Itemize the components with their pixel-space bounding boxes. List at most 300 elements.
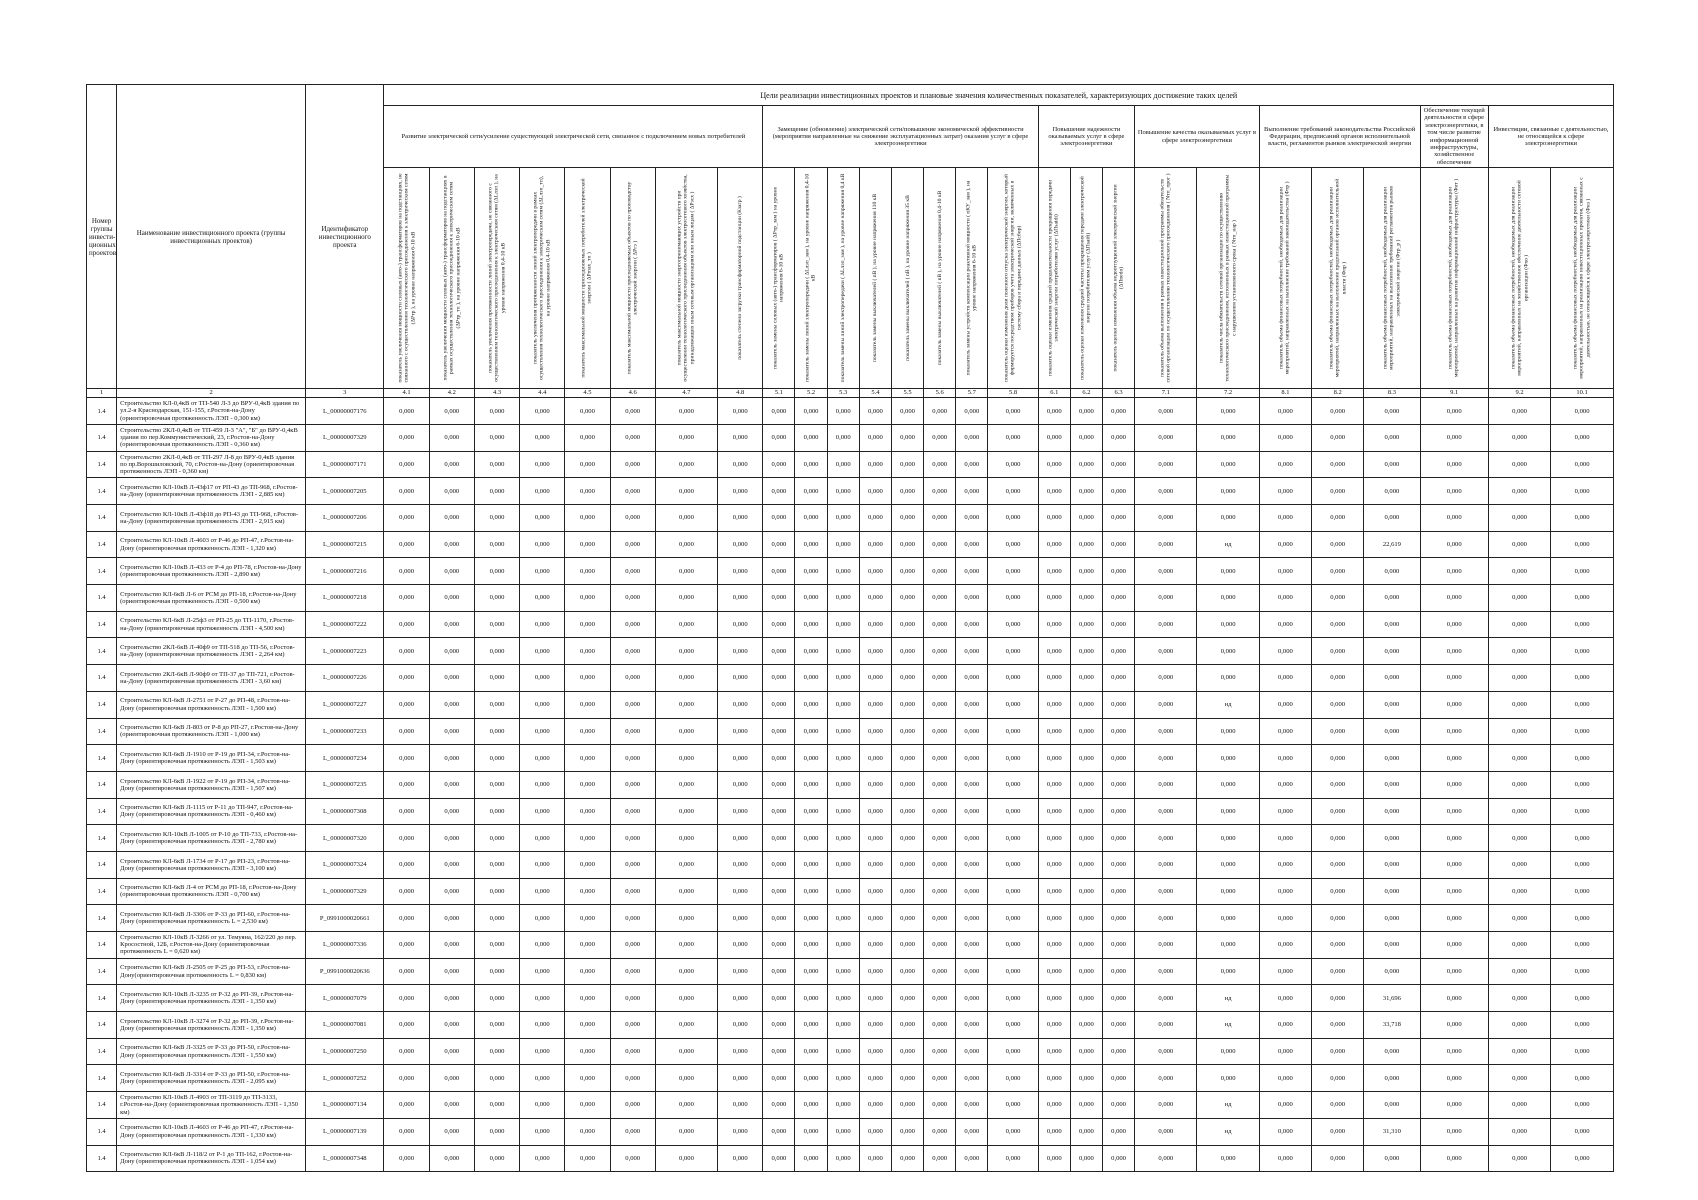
indicator-value: 0,000 [1038,691,1070,718]
indicator-value: 0,000 [429,1145,474,1172]
row-project-name: Строительство 2КЛ-6кВ Л-40ф9 от ТП-518 до ТП-56, г.Ростов-на-Дону (ориентировочная протяженность ЛЭП - 2,264 км) [117,638,306,665]
indicator-value: 0,000 [1070,531,1102,558]
indicator-value: 0,000 [859,825,891,852]
indicator-value: 0,000 [1259,745,1311,772]
indicator-value: 0,000 [1259,478,1311,505]
indicator-value: 0,000 [1038,985,1070,1012]
table-row [87,665,1614,692]
indicator-value: 0,000 [795,398,827,425]
row-project-id: L_00000007134 [306,1092,384,1119]
indicator-value: 0,000 [1135,505,1197,532]
indicator-value: 0,000 [1135,1118,1197,1145]
indicator-value: 0,000 [1551,1145,1614,1172]
row-group-number: 1.4 [87,451,117,478]
row-group-number: 1.4 [87,558,117,585]
indicator-value: 0,000 [924,771,956,798]
indicator-value: 0,000 [1038,851,1070,878]
goal-group-header: Обеспечение текущей деятельности в сфере электроэнергетики, в том числе развитие информационной инфраструктуры, хозяйственное обеспечение [1420,106,1488,168]
indicator-value: 0,000 [1420,585,1488,612]
indicator-value: 0,000 [384,718,429,745]
indicator-value: 0,000 [718,638,763,665]
indicator-value: 0,000 [891,1118,923,1145]
indicator-value: 0,000 [1551,851,1614,878]
indicator-value: 0,000 [891,825,923,852]
indicator-value: 0,000 [1551,398,1614,425]
indicator-value: 0,000 [429,745,474,772]
indicator-value: 0,000 [655,505,717,532]
row-project-name: Строительство КЛ-6кВ Л-2751 от Р-27 до РП-48, г.Ростов-на-Дону (ориентировочная протяженность ЛЭП - 1,500 км) [117,691,306,718]
row-project-name: Строительство КЛ-6кВ Л-25ф3 от РП-25 до ТП-1170, г.Ростов-на-Дону (ориентировочная протяженность ЛЭП - 4,500 км) [117,611,306,638]
indicator-value: 0,000 [1135,691,1197,718]
indicator-value: 0,000 [859,638,891,665]
indicator-value: 0,000 [956,424,988,451]
indicator-value: 0,000 [520,531,565,558]
indicator-value: 0,000 [655,798,717,825]
indicator-value: 0,000 [891,1038,923,1065]
indicator-value: 0,000 [520,1092,565,1119]
indicator-value: 0,000 [520,665,565,692]
indicator-value: 0,000 [1364,958,1420,985]
indicator-value: 0,000 [1364,1092,1420,1119]
indicator-value: 0,000 [1135,1012,1197,1039]
indicator-value: 0,000 [827,398,859,425]
indicator-value: 0,000 [565,1065,610,1092]
indicator-value: 0,000 [1197,665,1259,692]
indicator-value: 0,000 [763,851,795,878]
indicator-value: 0,000 [956,1065,988,1092]
indicator-value: 0,000 [429,398,474,425]
indicator-value: 0,000 [924,958,956,985]
indicator-value: 0,000 [1312,531,1364,558]
indicator-value: 0,000 [610,851,655,878]
indicator-value: 0,000 [1038,558,1070,585]
indicator-value: 0,000 [956,1038,988,1065]
indicator-value: 0,000 [1488,638,1550,665]
indicator-value: 0,000 [565,985,610,1012]
indicator-header [827,168,859,389]
indicator-value: 0,000 [1197,398,1259,425]
indicator-value: 0,000 [1038,611,1070,638]
row-project-name: Строительство КЛ-10кВ Л-3235 от Р-32 до РП-39, г.Ростов-на-Дону (ориентировочная протяженность ЛЭП - 1,350 км) [117,985,306,1012]
indicator-value: 0,000 [610,424,655,451]
indicator-value: 0,000 [384,611,429,638]
indicator-value: 0,000 [520,851,565,878]
indicator-value: 0,000 [1070,1145,1102,1172]
indicator-value: 0,000 [429,718,474,745]
indicator-value: 0,000 [1038,1065,1070,1092]
indicator-value: 0,000 [827,1092,859,1119]
indicator-value: 0,000 [1259,585,1311,612]
indicator-value: 0,000 [384,905,429,932]
indicator-value: 0,000 [827,878,859,905]
indicator-value: 0,000 [795,1092,827,1119]
indicator-value: нд [1197,1012,1259,1039]
indicator-value: 0,000 [1197,1065,1259,1092]
indicator-value: 0,000 [795,451,827,478]
indicator-value: 0,000 [827,932,859,959]
indicator-value: 0,000 [827,718,859,745]
indicator-value: 0,000 [474,1118,519,1145]
indicator-label: показатель замены выключателей ( nВ ), на уровне напряжения 110 кВ [872,194,879,363]
indicator-value: 0,000 [1312,1065,1364,1092]
table-row [87,585,1614,612]
indicator-value: 0,000 [384,478,429,505]
indicator-value: 0,000 [956,718,988,745]
indicator-header [1259,168,1311,389]
indicator-value: 0,000 [1551,478,1614,505]
indicator-value: 0,000 [1420,1012,1488,1039]
indicator-value: 0,000 [988,878,1038,905]
indicator-value: 0,000 [1420,1092,1488,1119]
indicator-value: 0,000 [1102,611,1134,638]
indicator-value: 0,000 [1259,985,1311,1012]
indicator-value: 0,000 [1420,691,1488,718]
indicator-value: 0,000 [988,398,1038,425]
indicator-value: 0,000 [859,585,891,612]
indicator-value: 0,000 [1259,638,1311,665]
row-project-name: Строительство КЛ-10кВ Л-43ф18 до РП-43 до ТП-968, г.Ростов-на-Дону (ориентировочная протяженность ЛЭП - 2,915 км) [117,505,306,532]
header-goals-title: Цели реализации инвестиционных проектов и плановые значения количественных показателей, характеризующих достижение таких целей [384,85,1614,106]
row-group-number: 1.4 [87,1012,117,1039]
column-number: 6.3 [1102,389,1134,398]
indicator-value: 0,000 [1420,985,1488,1012]
row-project-id: L_00000007222 [306,611,384,638]
row-project-id: L_00000007227 [306,691,384,718]
indicator-value: 0,000 [795,585,827,612]
indicator-value: 0,000 [1488,958,1550,985]
row-project-id: P_0991000020661 [306,905,384,932]
indicator-value: 0,000 [1364,638,1420,665]
indicator-value: 0,000 [763,905,795,932]
indicator-value: 0,000 [827,558,859,585]
indicator-header [795,168,827,389]
indicator-value: 0,000 [795,424,827,451]
indicator-value: 0,000 [827,851,859,878]
indicator-value: 0,000 [859,771,891,798]
indicator-value: 0,000 [763,478,795,505]
indicator-value: 0,000 [1488,531,1550,558]
indicator-value: 0,000 [1038,905,1070,932]
indicator-value: 0,000 [718,665,763,692]
indicator-label: показатель объема финансовых потребностей, необходимых для реализации мероприятий, направленных на развитие информационной инфраструктуры (Фит ) [1447,179,1461,378]
indicator-value: 0,000 [1102,798,1134,825]
indicator-label: показатель объема финансовых потребностей, необходимых для реализации мероприятий, направленных на выполнение предписаний органов исполнительной власти (Фпр ) [1328,179,1347,378]
indicator-value: 0,000 [859,1038,891,1065]
indicator-label: показатель увеличения протяженности линий электропередачи, не связанного с осуществлением технологического присоединения к электрическим сетям (ΔLлэп ), на уровне напряжения 0,4-10 кВ [487,174,507,383]
indicator-value: 0,000 [1364,398,1420,425]
indicator-value: 0,000 [1420,745,1488,772]
indicator-value: 0,000 [795,798,827,825]
indicator-value: 0,000 [795,825,827,852]
indicator-value: 0,000 [718,932,763,959]
indicator-value: 0,000 [1197,611,1259,638]
row-project-name: Строительство КЛ-6кВ Л-803 от Р-8 до РП-27, г.Ростов-на-Дону (ориентировочная протяженность ЛЭП - 1,000 км) [117,718,306,745]
indicator-header [429,168,474,389]
indicator-value: 0,000 [520,745,565,772]
indicator-value: 0,000 [1102,1092,1134,1119]
indicator-value: 0,000 [891,638,923,665]
indicator-value: 0,000 [1038,531,1070,558]
indicator-value: 0,000 [655,718,717,745]
indicator-value: 0,000 [429,1118,474,1145]
indicator-value: 0,000 [1312,718,1364,745]
indicator-value: 0,000 [1312,851,1364,878]
indicator-value: 0,000 [1070,558,1102,585]
indicator-value: 0,000 [1070,985,1102,1012]
indicator-label: показатель замены линий электропередачи ( ΔLлэп_зам ), на уровне напряжения 0,4-10 кВ [804,174,818,383]
indicator-value: 0,000 [1135,1038,1197,1065]
indicator-value: 0,000 [1135,611,1197,638]
table-row [87,718,1614,745]
indicator-value: 0,000 [1551,745,1614,772]
indicator-value: 0,000 [891,771,923,798]
row-project-name: Строительство КЛ-6кВ Л-6 от РСМ до РП-18, г.Ростов-на-Дону (ориентировочная протяженность ЛЭП - 0,500 км) [117,585,306,612]
column-number: 5.8 [988,389,1038,398]
indicator-value: 0,000 [1420,558,1488,585]
indicator-value: 0,000 [795,905,827,932]
indicator-value: 0,000 [1197,771,1259,798]
indicator-value: 0,000 [1551,798,1614,825]
indicator-value: 0,000 [795,718,827,745]
indicator-value: 0,000 [1312,611,1364,638]
indicator-value: 0,000 [924,878,956,905]
indicator-value: 0,000 [655,958,717,985]
indicator-value: 0,000 [1488,878,1550,905]
indicator-value: 0,000 [384,771,429,798]
row-project-name: Строительство КЛ-10кВ Л-4603 от Р-46 до РП-47, г.Ростов-на-Дону (ориентировочная протяженность ЛЭП - 1,320 км) [117,531,306,558]
row-project-id: L_00000007234 [306,745,384,772]
indicator-value: 0,000 [827,611,859,638]
indicator-value: 0,000 [429,825,474,852]
indicator-value: 0,000 [1488,1118,1550,1145]
table-row [87,878,1614,905]
indicator-value: 0,000 [1135,665,1197,692]
table-row [87,451,1614,478]
table-row [87,505,1614,532]
indicator-value: 0,000 [1102,851,1134,878]
indicator-value: 0,000 [474,851,519,878]
indicator-value: 0,000 [1070,611,1102,638]
indicator-value: 0,000 [1551,665,1614,692]
indicator-value: 0,000 [1038,1118,1070,1145]
indicator-value: 0,000 [1420,424,1488,451]
indicator-value: 0,000 [988,798,1038,825]
indicator-value: 0,000 [1420,505,1488,532]
indicator-value: 0,000 [1197,638,1259,665]
indicator-value: 0,000 [429,958,474,985]
table-row [87,531,1614,558]
indicator-value: 0,000 [1364,851,1420,878]
column-number: 8.2 [1312,389,1364,398]
indicator-header [1551,168,1614,389]
indicator-value: 0,000 [1102,558,1134,585]
indicator-value: 0,000 [795,1145,827,1172]
column-number: 4.3 [474,389,519,398]
indicator-value: 0,000 [1070,585,1102,612]
indicator-value: 0,000 [827,585,859,612]
indicator-label: показатель объема финансовых потребностей, необходимых для реализации мероприятий, направленных на выполнение требований регламентов рынков электрической энергии (Фтр_р ) [1382,186,1402,371]
indicator-value: 0,000 [718,1038,763,1065]
indicator-value: 0,000 [1197,958,1259,985]
indicator-value: 0,000 [1312,905,1364,932]
indicator-label: показатель оценки изменения доли полезного отпуска электрической энергии, который формируется посредством приборов учета электрической энергии, включенных в систему сбора и передачи данных (ΔПсбор) [1003,174,1023,383]
indicator-value: 0,000 [956,691,988,718]
indicator-value: 0,000 [474,958,519,985]
indicator-value: 0,000 [1197,878,1259,905]
indicator-value: 0,000 [859,958,891,985]
indicator-value: 0,000 [1135,1065,1197,1092]
indicator-value: 0,000 [1070,451,1102,478]
indicator-value: 0,000 [988,851,1038,878]
goal-group-header: Развитие электрической сети/усиление существующей электрической сети, связанное с подключением новых потребителей [384,106,763,168]
indicator-value: 0,000 [1551,905,1614,932]
indicator-value: 0,000 [1420,798,1488,825]
indicator-value: 0,000 [1102,878,1134,905]
indicator-value: 0,000 [1420,1065,1488,1092]
indicator-value: 0,000 [1420,478,1488,505]
indicator-header [565,168,610,389]
indicator-value: 0,000 [429,798,474,825]
indicator-value: 0,000 [763,558,795,585]
indicator-value: нд [1197,1118,1259,1145]
indicator-value: 0,000 [1038,771,1070,798]
row-project-name: Строительство КЛ-10кВ Л-4903 от ТП-3119 до ТП-3133, г.Ростов-на-Дону (ориентировочная протяженность ЛЭП - 1,350 км) [117,1092,306,1119]
indicator-value: 0,000 [1488,932,1550,959]
indicator-value: 0,000 [610,825,655,852]
indicator-value: 0,000 [1070,505,1102,532]
indicator-value: 0,000 [718,958,763,985]
indicator-value: 0,000 [956,1145,988,1172]
indicator-value: 0,000 [1420,905,1488,932]
indicator-value: 0,000 [610,1118,655,1145]
indicator-value: 0,000 [891,1012,923,1039]
indicator-value: 0,000 [565,531,610,558]
row-project-id: L_00000007226 [306,665,384,692]
indicator-value: 0,000 [1364,932,1420,959]
indicator-value: 0,000 [565,958,610,985]
indicator-value: 0,000 [1551,1065,1614,1092]
indicator-value: 0,000 [859,745,891,772]
indicator-value: 0,000 [1364,478,1420,505]
indicator-value: 0,000 [891,665,923,692]
indicator-value: 0,000 [1070,1092,1102,1119]
indicator-value: 0,000 [859,1065,891,1092]
indicator-value: 0,000 [384,851,429,878]
indicator-value: 0,000 [1420,531,1488,558]
indicator-value: 0,000 [1364,665,1420,692]
row-project-id: L_00000007215 [306,531,384,558]
row-project-name: Строительство КЛ-6кВ Л-2505 от Р-25 до РП-53, г.Ростов-на-Дону(ориентировочная протяженность L = 0,830 км) [117,958,306,985]
indicator-value: 0,000 [1259,424,1311,451]
header-project-name: Наименование инвестиционного проекта (группы инвестиционных проектов) [117,85,306,389]
investment-table-sheet [86,84,1614,1172]
indicator-value: нд [1197,531,1259,558]
indicator-value: 0,000 [1038,958,1070,985]
indicator-value: 0,000 [1135,531,1197,558]
indicator-value: 0,000 [795,745,827,772]
indicator-value: 0,000 [1135,718,1197,745]
indicator-value: 0,000 [1364,825,1420,852]
indicator-value: 0,000 [1038,398,1070,425]
indicator-value: 0,000 [718,771,763,798]
indicator-value: 0,000 [924,558,956,585]
table-row [87,638,1614,665]
indicator-value: 0,000 [1259,531,1311,558]
row-group-number: 1.4 [87,932,117,959]
indicator-value: 0,000 [1070,718,1102,745]
indicator-value: 0,000 [956,558,988,585]
indicator-value: 0,000 [1488,1012,1550,1039]
indicator-value: 0,000 [1364,585,1420,612]
indicator-value: 0,000 [859,1012,891,1039]
indicator-value: 0,000 [520,1118,565,1145]
indicator-value: 0,000 [763,1065,795,1092]
indicator-value: 0,000 [1488,424,1550,451]
indicator-value: 0,000 [520,932,565,959]
row-group-number: 1.4 [87,1145,117,1172]
indicator-value: 0,000 [384,1012,429,1039]
indicator-value: 0,000 [795,638,827,665]
indicator-value: 0,000 [1488,825,1550,852]
column-number: 7.2 [1197,389,1259,398]
indicator-value: 0,000 [956,771,988,798]
indicator-value: 0,000 [1102,1145,1134,1172]
indicator-value: 0,000 [718,398,763,425]
indicator-value: 0,000 [1135,424,1197,451]
indicator-value: 0,000 [384,691,429,718]
indicator-value: 0,000 [1312,798,1364,825]
indicator-value: 0,000 [1551,1012,1614,1039]
indicator-value: 0,000 [795,691,827,718]
indicator-value: 0,000 [1070,771,1102,798]
indicator-value: 0,000 [718,1118,763,1145]
column-number: 2 [117,389,306,398]
indicator-value: 0,000 [655,851,717,878]
indicator-value: 0,000 [1312,1038,1364,1065]
indicator-value: 0,000 [474,424,519,451]
row-group-number: 1.4 [87,878,117,905]
indicator-value: 0,000 [429,451,474,478]
indicator-value: 0,000 [827,905,859,932]
indicator-value: 0,000 [924,638,956,665]
indicator-value: 0,000 [1038,798,1070,825]
indicator-value: 0,000 [1197,478,1259,505]
indicator-value: 0,000 [429,771,474,798]
indicator-value: 0,000 [988,611,1038,638]
indicator-value: 0,000 [718,478,763,505]
indicator-value: 0,000 [924,478,956,505]
indicator-value: 0,000 [891,478,923,505]
indicator-value: 0,000 [1070,1065,1102,1092]
indicator-value: 0,000 [1551,718,1614,745]
indicator-value: 0,000 [1070,825,1102,852]
indicator-value: 0,000 [520,558,565,585]
indicator-value: 0,000 [795,1038,827,1065]
indicator-value: 0,000 [1259,798,1311,825]
indicator-value: 0,000 [1312,505,1364,532]
indicator-value: 0,000 [384,424,429,451]
indicator-value: 0,000 [610,398,655,425]
indicator-value: 0,000 [1038,718,1070,745]
indicator-value: 0,000 [474,798,519,825]
indicator-value: 0,000 [1488,478,1550,505]
indicator-value: 0,000 [1312,398,1364,425]
indicator-value: 0,000 [429,665,474,692]
indicator-value: 0,000 [827,1145,859,1172]
indicator-value: 0,000 [1038,745,1070,772]
indicator-value: 0,000 [1102,985,1134,1012]
row-group-number: 1.4 [87,905,117,932]
